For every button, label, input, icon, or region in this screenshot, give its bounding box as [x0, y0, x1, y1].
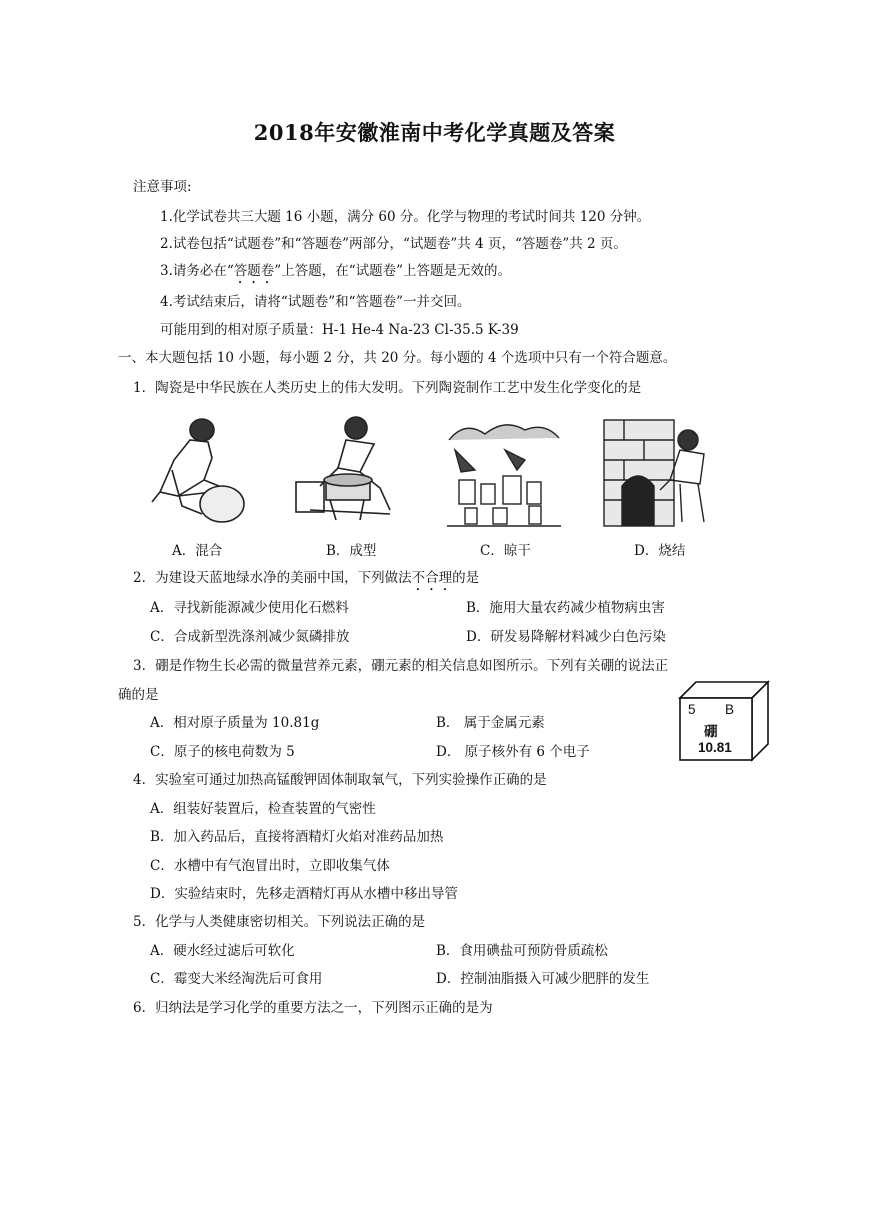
q5-option-a: A．硬水经过滤后可软化: [150, 943, 295, 959]
q5-option-c: C．霉变大米经淘洗后可食用: [150, 971, 323, 987]
section-1-heading: 一、本大题包括 10 小题，每小题 2 分，共 20 分。每小题的 4 个选项中只有一个符合题意。: [118, 350, 677, 366]
q3-stem-line-2: 确的是: [118, 687, 159, 703]
element-name: 硼: [704, 724, 718, 740]
notice-item-4: 4.考试结束后，请将“试题卷”和“答题卷”一并交回。: [160, 294, 471, 310]
shaping-illustration: [290, 410, 408, 530]
q2-option-b: B．施用大量农药减少植物病虫害: [466, 600, 665, 616]
q5-option-b: B．食用碘盐可预防骨质疏松: [436, 943, 608, 959]
q4-option-c: C．水槽中有气泡冒出时，立即收集气体: [150, 858, 390, 874]
notice-item-2: 2.试卷包括“试题卷”和“答题卷”两部分，“试题卷”共 4 页，“答题卷”共 2 页。: [160, 236, 627, 252]
q1-option-d: D．烧结: [634, 543, 686, 559]
q5-option-d: D．控制油脂摄入可减少肥胖的发生: [436, 971, 650, 987]
sintering-illustration: [600, 410, 718, 530]
notice-heading: 注意事项:: [133, 179, 192, 195]
q6-stem: 6．归纳法是学习化学的重要方法之一，下列图示正确的是为: [133, 1000, 493, 1016]
q3-stem-line-1: 3．硼是作物生长必需的微量营养元素，硼元素的相关信息如图所示。下列有关硼的说法正: [133, 658, 669, 674]
q1-option-a: A．混合: [172, 543, 223, 559]
q2-option-c: C．合成新型洗涤剂减少氮磷排放: [150, 629, 350, 645]
notice-item-1: 1.化学试卷共三大题 16 小题，满分 60 分。化学与物理的考试时间共 120 分钟。: [160, 209, 651, 225]
q2-option-a: A．寻找新能源减少使用化石燃料: [150, 600, 349, 616]
q4-option-d: D．实验结束时，先移走酒精灯再从水槽中移出导管: [150, 886, 458, 902]
q3-option-a: A．相对原子质量为 10.81g: [150, 715, 320, 731]
q5-stem: 5．化学与人类健康密切相关。下列说法正确的是: [133, 914, 426, 930]
q3-option-b: B． 属于金属元素: [436, 715, 545, 731]
q4-option-a: A．组装好装置后，检查装置的气密性: [150, 801, 376, 817]
q1-option-c: C．晾干: [480, 543, 531, 559]
drying-illustration: [445, 410, 563, 530]
atomic-masses: 可能用到的相对原子质量：H-1 He-4 Na-23 Cl-35.5 K-39: [160, 322, 519, 338]
q2-option-d: D．研发易降解材料减少白色污染: [466, 629, 666, 645]
q4-option-b: B．加入药品后，直接将酒精灯火焰对准药品加热: [150, 829, 444, 845]
notice-item-3: 3.请务必在“答题卷”上答题，在“试题卷”上答题是无效的。: [160, 263, 512, 279]
q1-option-b: B．成型: [326, 543, 377, 559]
q3-option-c: C．原子的核电荷数为 5: [150, 744, 295, 760]
mixing-illustration: [142, 410, 260, 530]
q2-stem: 2．为建设天蓝地绿水净的美丽中国，下列做法不合理的是: [133, 570, 480, 586]
element-symbol: B: [725, 702, 735, 717]
q1-stem: 1．陶瓷是中华民族在人类历史上的伟大发明。下列陶瓷制作工艺中发生化学变化的是: [133, 380, 642, 396]
q4-stem: 4．实验室可通过加热高锰酸钾固体制取氧气，下列实验操作正确的是: [133, 772, 547, 788]
page-title: 2018年安徽淮南中考化学真题及答案: [253, 120, 616, 145]
element-mass: 10.81: [698, 740, 732, 755]
element-number: 5: [688, 702, 696, 717]
q3-option-d: D． 原子核外有 6 个电子: [436, 744, 590, 760]
